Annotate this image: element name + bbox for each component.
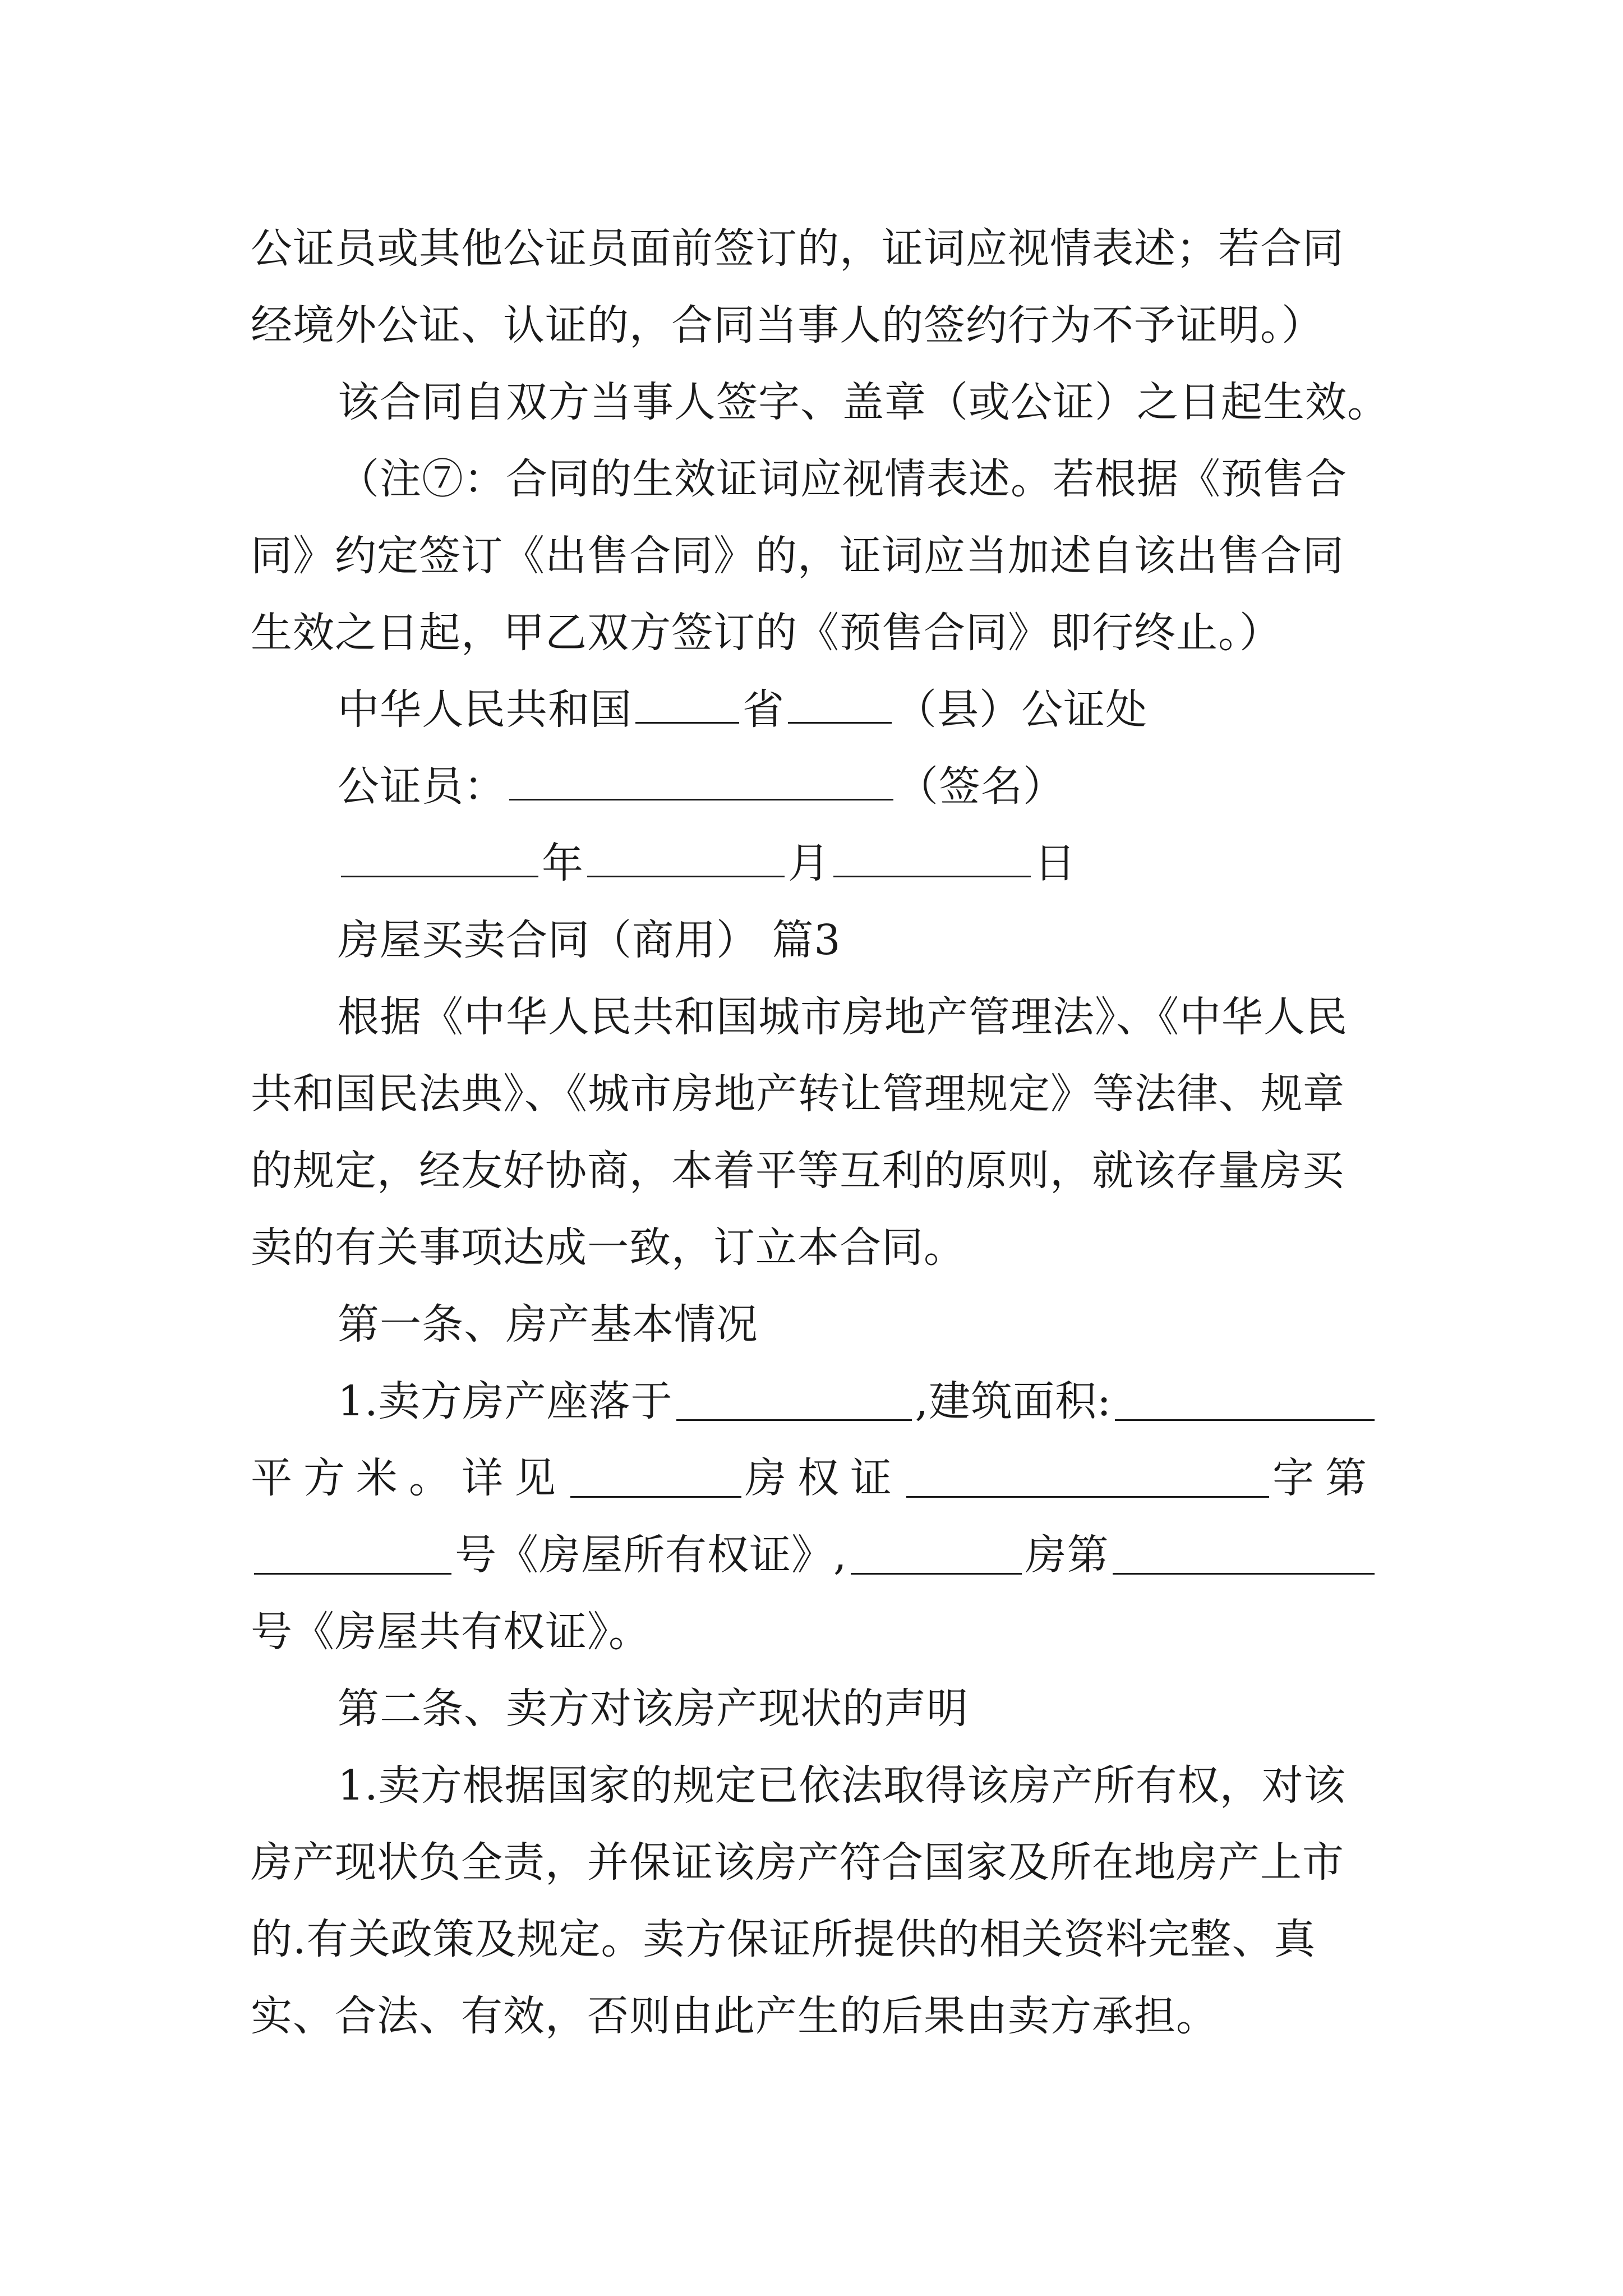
notary-label: 公证员： [338,762,506,811]
signature-label: （签名） [897,762,1065,811]
paragraph-line: 卖的有关事项达成一致，订立本合同。 [251,1223,966,1272]
date-line [251,825,1378,902]
notary-signature-line [251,748,1378,825]
paragraph-line: 该合同自双方当事人签字、盖章（或公证）之日起生效。 [338,378,1389,426]
property-location-blank [676,1419,912,1421]
paragraph-line: 根据《中华人民共和国城市房地产管理法》、《中华人民 [338,993,1348,1041]
county-blank [788,686,892,724]
paragraph-line: 公证员或其他公证员面前签订的，证词应视情表述；若合同 [251,224,1344,273]
co-ownership-blank [851,1573,1022,1575]
document-body [251,210,1389,2055]
article-heading: 第一条、房产基本情况 [338,1300,758,1349]
year-blank [341,840,538,877]
paragraph-line: 实、合法、有效，否则由此产生的后果由卖方承担。 [251,1992,1218,2040]
paragraph-line: 的规定，经友好协商，本着平等互利的原则，就该存量房买 [251,1147,1344,1195]
note-line: （注⑦：合同的生效证词应视情表述。若根据《预售合 [338,455,1347,503]
province-blank [635,686,739,724]
paragraph-line: 1.卖方根据国家的规定已依法取得该房产所有权，对该 [338,1761,1346,1810]
paragraph-line: 的.有关政策及规定。卖方保证所提供的相关资料完整、真 [251,1915,1316,1963]
note-line: 生效之日起，甲乙双方签订的《预售合同》即行终止。） [251,609,1281,657]
notary-office-label: （县）公证处 [895,685,1147,734]
day-blank [833,840,1031,877]
square-meter-label: 平方米。详见 [251,1454,567,1502]
notary-signature-blank [509,763,893,800]
building-area-label: ,建筑面积: [915,1377,1112,1425]
note-line: 同》约定签订《出售合同》的，证词应当加述自该出售合同 [251,532,1344,580]
section-title: 房屋买卖合同（商用） 篇3 [338,916,841,964]
property-location-line [251,1363,1378,1440]
certificate-no-blank [906,1496,1269,1498]
certificate-line [251,1440,1378,1517]
co-ownership-no-blank [1113,1573,1375,1575]
certificate-label: 房权证 [745,1454,903,1502]
co-ownership-label: 房第 [1025,1531,1109,1579]
certificate-no-label: 字第 [1272,1454,1378,1502]
province-label: 省 [743,685,785,734]
paragraph-line: 房产现状负全责，并保证该房产符合国家及所在地房产上市 [251,1838,1344,1887]
country-label: 中华人民共和国 [338,685,632,734]
ownership-no-blank [254,1573,451,1575]
paragraph-line: 经境外公证、认证的，合同当事人的签约行为不予证明。） [251,301,1324,349]
ownership-certificate-label: 号《房屋所有权证》, [455,1531,847,1579]
certificate-blank [570,1496,741,1498]
paragraph-line: 号《房屋共有权证》。 [251,1608,651,1656]
month-blank [587,840,785,877]
month-label: 月 [788,839,830,887]
day-label: 日 [1034,839,1076,887]
paragraph-line: 共和国民法典》、《城市房地产转让管理规定》等法律、规章 [251,1070,1345,1118]
year-label: 年 [542,839,584,887]
ownership-certificate-line [251,1517,1378,1594]
article-heading: 第二条、卖方对该房产现状的声明 [338,1685,969,1733]
property-location-label: 1.卖方房产座落于 [338,1377,673,1425]
building-area-blank [1115,1419,1375,1421]
notary-office-line [251,671,1378,748]
